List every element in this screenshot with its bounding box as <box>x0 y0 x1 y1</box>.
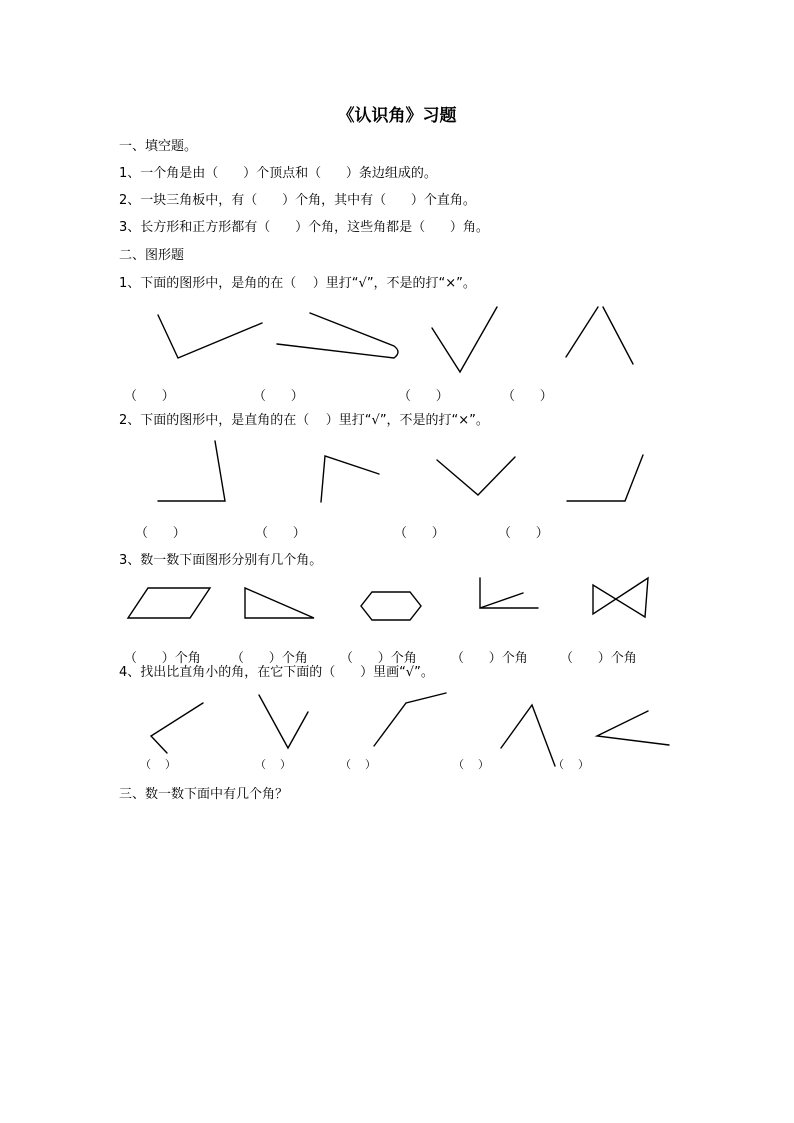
q2-fig-1-angle <box>158 441 225 501</box>
q2-answer-blank[interactable]: （ ） <box>255 526 306 541</box>
q3-answer-blank[interactable]: （ ）个角 <box>340 651 417 666</box>
q3-answer-blank[interactable]: （ ）个角 <box>124 651 201 666</box>
q1-fig-3-angle <box>432 307 497 372</box>
q1-answer-blank[interactable]: （ ） <box>398 389 449 404</box>
fill-question-3: 3、长方形和正方形都有（ ）个角，这些角都是（ ）角。 <box>119 220 489 235</box>
q1-answer-blank[interactable]: （ ） <box>124 389 175 404</box>
q3-parallelogram <box>128 588 210 618</box>
q1-fig-1-angle <box>158 315 262 358</box>
fill-question-2: 2、一块三角板中，有（ ）个角，其中有（ ）个直角。 <box>119 193 476 208</box>
q3-answer-blank[interactable]: （ ）个角 <box>231 651 308 666</box>
q2-answer-blank[interactable]: （ ） <box>394 526 445 541</box>
q2-answer-blank[interactable]: （ ） <box>135 526 186 541</box>
q2-fig-2-angle <box>321 456 379 502</box>
figure-question-4: 4、找出比直角小的角，在它下面的（ ）里画“√”。 <box>119 665 434 680</box>
page-title: 《认识角》习题 <box>337 106 457 126</box>
section-1-heading: 一、填空题。 <box>119 139 198 154</box>
q1-fig-2-curved-shape <box>277 313 398 358</box>
q2-answer-blank[interactable]: （ ） <box>498 526 549 541</box>
fill-question-1: 1、一个角是由（ ）个顶点和（ ）条边组成的。 <box>119 166 437 181</box>
q3-right-triangle <box>245 588 314 618</box>
figure-question-2: 2、下面的图形中，是直角的在（ ）里打“√”，不是的打“×”。 <box>119 413 489 428</box>
section-3-heading: 三、数一数下面中有几个角？ <box>119 787 289 802</box>
q2-fig-3-angle <box>437 457 515 495</box>
q1-answer-blank[interactable]: （ ） <box>253 389 304 404</box>
figure-question-1: 1、下面的图形中，是角的在（ ）里打“√”，不是的打“×”。 <box>119 276 476 291</box>
q3-bowtie <box>593 578 648 617</box>
q3-answer-blank[interactable]: （ ）个角 <box>560 651 637 666</box>
q2-fig-4-angle <box>567 455 643 501</box>
q4-fig-4-angle <box>501 705 555 766</box>
q4-answer-blank[interactable]: （ ） <box>453 758 489 771</box>
q1-fig-4-open-lines <box>566 307 633 364</box>
q3-hexagon <box>361 592 421 620</box>
q4-answer-blank[interactable]: （ ） <box>340 758 376 771</box>
q3-answer-blank[interactable]: （ ）个角 <box>451 651 528 666</box>
q4-fig-3-angle <box>374 693 446 746</box>
q4-answer-blank[interactable]: （ ） <box>255 758 291 771</box>
q4-fig-1-angle <box>151 703 203 753</box>
q4-answer-blank[interactable]: （ ） <box>553 758 589 771</box>
q1-answer-blank[interactable]: （ ） <box>502 389 553 404</box>
section-2-heading: 二、图形题 <box>119 248 185 263</box>
q4-fig-5-angle <box>597 711 669 745</box>
q3-angle-with-ray <box>480 578 538 608</box>
figure-question-3: 3、数一数下面图形分别有几个角。 <box>119 553 323 568</box>
q4-fig-2-angle <box>259 695 308 748</box>
q4-answer-blank[interactable]: （ ） <box>140 758 176 771</box>
